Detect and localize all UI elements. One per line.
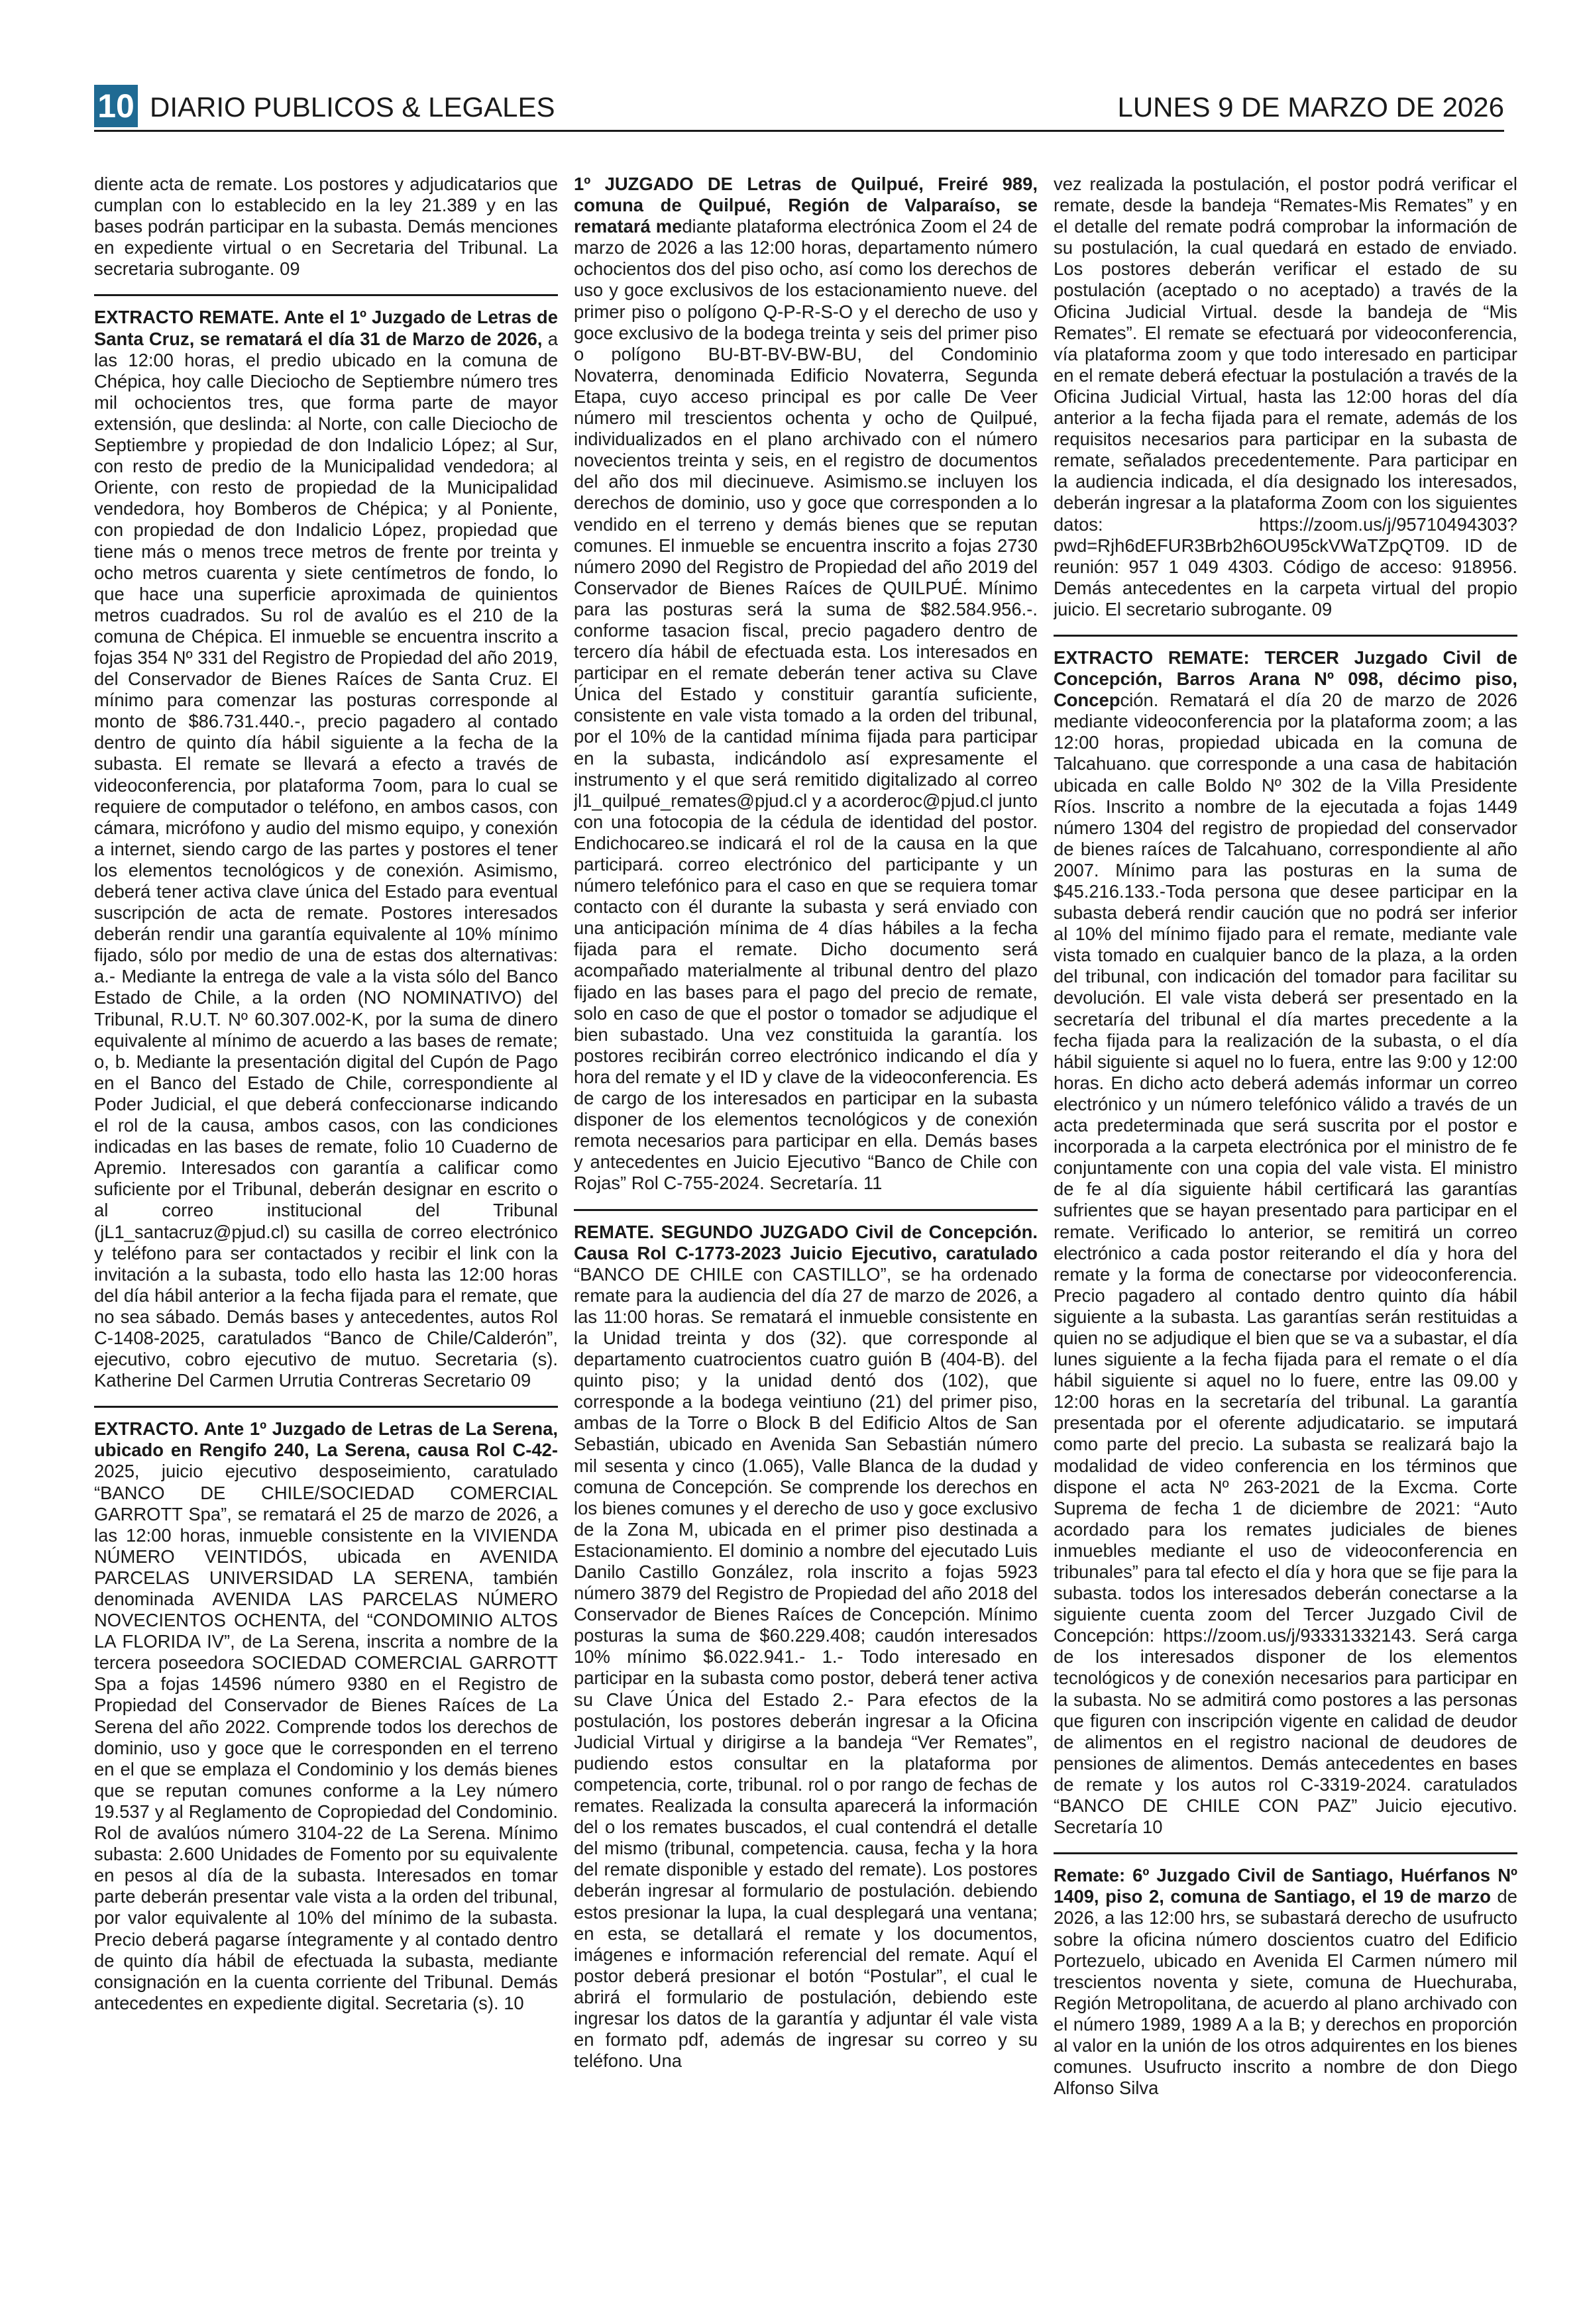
notice-separator (94, 294, 558, 296)
notice-body: “BANCO DE CHILE con CASTILLO”, se ha ordenado remate para la audiencia del día 27 de marzo de 2026, a las 11:00 horas. Se rematará el inmueble consistente en la Unidad treinta y dos (32). que corresponde al departamento cuatrocientos cuatro guión B (404-B). del quinto piso; y la unidad dentó dos (102), que corresponde a la bodega veintiuno (21) del primer piso, ambas de la Torre o Block B del Edificio Altos de San Sebastián, ubicado en Avenida San Sebastián número mil sesenta y cinco (1.065), Valle Blanca de la dudad y comuna de Concepción. Se comprende los derechos en los bienes comunes y el derecho de uso y goce exclusivo de la Zona M, ubicada en el primer piso destinada a Estacionamiento. El dominio a nombre del ejecutado Luis Danilo Castillo González, rola inscrito a fojas 5923 número 3879 del Registro de Propiedad del año 2018 del Conservador de Bienes Raíces de Concepción. Mínimo posturas la suma de $60.229.408; caudón interesados 10% mínimo $6.022.941.- 1.- Todo interesado en participar en la subasta como postor, deberá tener activa su Clave Única del Estado 2.- Para efectos de la postulación, los postores deberán ingresar a la Oficina Judicial Virtual y dirigirse a la bandeja “Ver Remates”, pudiendo estos consultar en la plataforma por competencia, corte, tribunal. rol o por rango de fechas de remates. Realizada la consulta aparecerá la información del o los remates buscados, el cual contendrá el detalle del mismo (tribunal, competencia. causa, fecha y la hora del remate disponible y estado del remate). Los postores deberán ingresar al formulario de postulación. debiendo estos presionar la lupa, la cual desplegará una ventana; en esta, se detallará el remate y los documentos, imágenes e información referencial del remate. Aquí el postor deberá presionar el botón “Postular”, el cual le abrirá el formulario de postulación, debiendo este ingresar los datos de la garantía y adjuntar él vale vista en formato pdf, además de ingresar su correo y su teléfono. Una (574, 1263, 1038, 2072)
notice-body: diante plataforma electrónica Zoom el 24 de marzo de 2026 a las 12:00 horas, departamento número ochocientos dos del piso ocho, así como los derechos de uso y goce exclusivos de los estacionamiento nueve. del primer piso o polígono Q-P-R-S-O y el derecho de uso y goce exclusivo de la bodega treinta y seis del primer piso o polígono BU-BT-BV-BW-BU, del Condominio Novaterra, denominada Edificio Novaterra, Segunda Etapa, cuyo acceso principal es por calle De Veer número mil trescientos ochenta y ocho de Quilpué, individualizados en el plano archivado con el número novecientos treinta y seis, en el registro de documentos del año dos mil diecinueve. Asimismo.se incluyen los derechos de dominio, uso y goce que corresponden a lo vendido en el terreno y demás bienes que se reputan comunes. El inmueble se encuentra inscrito a fojas 2730 número 2090 del Registro de Propiedad del año 2019 del Conservador de Bienes Raíces de QUILPUÉ. Mínimo para las posturas será la suma de $82.584.956.-. conforme tasacion fiscal, precio pagadero dentro de tercero día hábil de efectuada esta. Los interesados en participar en el remate deberán tener activa su Clave Única del Estado y constituir garantía suficiente, consistente en vale vista tomado a la orden del tribunal, por el 10% de la cantidad mínima fijada para participar en la subasta, indicándolo así expresamente el instrumento y el que será remitido digitalizado al correo jl1_quilpué_remates@pjud.cl y a acorderoc@pjud.cl junto con una fotocopia de la cédula de identidad del postor. Endichocareo.se indicará el rol de la causa en la que participará. correo electrónico del participante y un número telefónico para el caso en que se requiera tomar contacto con él durante la subasta y será enviado con una anticipación mínima de 4 días hábiles a la fecha fijada para el remate. Dicho documento será acompañado materialmente al tribunal dentro del plazo fijado en las bases para el pago del precio de remate, solo en caso de que el postor o tomador se adjudique el bien subastado. Una vez constituida la garantía. los postores recibirán correo electrónico indicando el día y hora del remate y el ID y clave de la videoconferencia. Es de cargo de los interesados en participar en la subasta disponer de los elementos tecnológicos y de conexión remota necesarios para participar en ella. Demás bases y antecedentes en Juicio Ejecutivo “Banco de Chile con Rojas” Rol C-755-2024. Secretaría. 11 (574, 216, 1038, 1194)
notice-separator (1054, 1852, 1517, 1854)
notice (1054, 1865, 1517, 2099)
notice-heading: EXTRACTO REMATE: TERCER Juzgado Civil de Concepción, Barros Arana Nº 098, décimo piso, Concep (1054, 647, 1517, 711)
notice-body: vez realizada la postulación, el postor podrá verificar el remate, desde la bandeja “Remates-Mis Remates” y en el detalle del remate podrá comprobar la información de su postulación, la cual quedará en estado de enviado. Los postores deberán verificar el estado de su postulación (aceptado o no aceptado) a través de la Oficina Judicial Virtual. desde la bandeja de “Mis Remates”. El remate se efectuará por videoconferencia, vía plataforma zoom y que todo interesado en participar en el remate deberá efectuar la postulación a través de la Oficina Judicial Virtual, hasta las 12:00 horas del día anterior a la fecha fijada para el remate, además de los requisitos necesarios para participar en la subasta de remate, señalados precedentemente. Para participar en la audiencia indicada, el día designado los interesados, deberán ingresar a la plataforma Zoom con los siguientes datos: https://zoom.us/j/95710494303?pwd=Rjh6dEFUR3Brb2h6OU95ckVWaTZpQT09. ID de reunión: 957 1 049 4303. Código de acceso: 918956. Demás antecedentes en la carpeta virtual del propio juicio. El secretario subrogante. 09 (1054, 174, 1517, 619)
notice-body: de 2026, a las 12:00 hrs, se subastará derecho de usufructo sobre la oficina número doscientos cuatro del Edificio Portezuelo, ubicado en Avenida El Carmen número mil trescientos noventa y siete, comuna de Huechuraba, Región Metropolitana, de acuerdo al plano archivado con el número 1989, 1989 A a la B; y derechos en proporción al valor en la unión de los otros adquirentes en los bienes comunes. Usufructo inscrito a nombre de don Diego Alfonso Silva (1054, 1886, 1517, 2099)
notice-body: a las 12:00 horas, el predio ubicado en la comuna de Chépica, hoy calle Dieciocho de Septiembre número tres mil ochocientos tres, que forma parte de mayor extensión, que deslinda: al Norte, con calle Dieciocho de Septiembre y propiedad de don Indalicio López; al Sur, con resto de predio de la Municipalidad vendedora; al Oriente, con resto de propiedad de la Municipalidad vendedora, hoy Bomberos de Chépica; y al Poniente, con propiedad de don Indalicio López, propiedad que tiene más o menos trece metros de frente por treinta y ocho metros cuarenta y siete centímetros de fondo, lo que hace una superficie aproximada de quinientos metros cuadrados. Su rol de avalúo es el 210 de la comuna de Chépica. El inmueble se encuentra inscrito a fojas 354 Nº 331 del Registro de Propiedad del año 2019, del Conservador de Bienes Raíces de Santa Cruz. El mínimo para comenzar las posturas corresponde al monto de $86.731.440.-, precio pagadero al contado dentro de quinto día hábil siguiente a la fecha de la subasta. El remate se llevará a efecto a través de videoconferencia, por plataforma 7oom, para lo cual se requiere de computador o teléfono, en ambos casos, con cámara, micrófono y audio del mismo equipo, y conexión a internet, siendo cargo de las partes y postores el tener los elementos tecnológicos y de conexión. Asimismo, deberá tener activa clave única del Estado para eventual suscripción de acta de remate. Postores interesados deberán rendir una garantía equivalente al 10% mínimo fijado, sólo por medio de una de estas dos alternativas: a.- Mediante la entrega de vale a la vista sólo del Banco Estado de Chile, a la orden (NO NOMINATIVO) del Tribunal, R.U.T. Nº 60.307.002-K, por la suma de dinero equivalente al mínimo de acuerdo a las bases de remate; o, b. Mediante la presentación digital del Cupón de Pago en el Banco del Estado de Chile, correspondiente al Poder Judicial, el que deberá confeccionarse indicando el rol de la causa, ambos casos, con las condiciones indicadas en las bases de remate, folio 10 Cuaderno de Apremio. Interesados con garantía a calificar como suficiente por el Tribunal, deberán designar en escrito o al correo institucional del Tribunal (jL1_santacruz@pjud.cl) su casilla de correo electrónico y teléfono para ser contactados y recibir el link con la invitación a la subasta, todo ello hasta las 12:00 horas del día hábil anterior a la fecha fijada para el remate, que no sea sábado. Demás bases y antecedentes, autos Rol C-1408-2025, caratulados “Banco de Chile/Calderón”, ejecutivo, cobro ejecutivo de mutuo. Secretaria (s). Katherine Del Carmen Urrutia Contreras Secretario 09 (94, 328, 558, 1391)
issue-date: LUNES 9 DE MARZO DE 2026 (1117, 91, 1504, 123)
publication-name: DIARIO PUBLICOS & LEGALES (150, 91, 555, 123)
notice-separator (574, 1209, 1038, 1211)
column-3 (1054, 174, 1517, 2294)
notice-body: ción. Rematará el día 20 de marzo de 2026 mediante videoconferencia por la plataforma zoom; a las 12:00 horas, propiedad ubicada en la comuna de Talcahuano. que corresponde a una casa de habitación ubicada en calle Boldo Nº 302 de la Villa Presidente Ríos. Inscrito a nombre de la ejecutada a fojas 1449 número 1304 del registro de propiedad del conservador de bienes raíces de Talcahuano, correspondiente al año 2007. Mínimo para las posturas en la suma de $45.216.133.-Toda persona que desee participar en la subasta deberá rendir caución que no podrá ser inferior al 10% del mínimo fijado para el remate, mediante vale vista tomado en cualquier banco de la plaza, a la orden del tribunal, con indicación del tomador para facilitar su devolución. El vale vista deberá ser presentado en la secretaría del tribunal el día martes precedente a la fecha fijada para la realización de la subasta, o el día hábil siguiente si aquel no lo fuera, entre las 9:00 y 12:00 horas. En dicho acto deberá además informar un correo electrónico y un número telefónico válido a través de un acta predeterminada que será suscrita por el postor e incorporada a la carpeta electrónica por el ministro de fe conjuntamente con una copia del vale vista. El ministro de fe al día siguiente hábil certificará las garantías sufrientes que se hayan presentado para participar en el remate. Verificado lo anterior, se remitirá un correo electrónico a cada postor reiterando el día y hora del remate y la forma de conectarse por videoconferencia. Precio pagadero al contado dentro quinto día hábil siguiente a la subasta. Las garantías serán restituidas a quien no se adjudique el bien que se va a subastar, el día lunes siguiente a la fecha fijada para el remate o el día hábil siguiente si aquel no lo fuere, entre las 09.00 y 12:00 horas en la secretaría del tribunal. La garantía presentada por el oferente adjudicatario. se imputará como parte del precio. La subasta se realizará bajo la modalidad de video conferencia en los términos que dispone el acta Nº 263-2021 de la Excma. Corte Suprema de fecha 1 de diciembre de 2021: “Auto acordado para los remates judiciales de bienes inmuebles mediante el uso de videoconferencia en tribunales” para tal efecto el día y hora que se fije para la subasta. todos los interesados deberán conectarse a la siguiente cuenta zoom del Tercer Juzgado Civil de Concepción: https://zoom.us/j/93331332143. Será carga de los interesados disponer de los elementos tecnológicos y de conexión necesarios para participar en la subasta. No se admitirá como postores a las personas que figuren con inscripción vigente en calidad de deudor de alimentos en el registro nacional de deudores de pensiones de alimentos. Demás antecedentes en bases de remate y los autos rol C-3319-2024. caratulados “BANCO DE CHILE CON PAZ” Juicio ejecutivo. Secretaría 10 (1054, 690, 1517, 1838)
notice-heading: EXTRACTO. Ante 1º Juzgado de Letras de La Serena, ubicado en Rengifo 240, La Serena, causa Rol C-42- (94, 1418, 558, 1461)
column-2 (574, 174, 1038, 2294)
notice (94, 174, 558, 280)
notice-body: diente acta de remate. Los postores y adjudicatarios que cumplan con lo establecido en la ley 21.389 y en las bases podrán participar en la subasta. Demás menciones en expediente virtual o en Secretaria del Tribunal. La secretaria subrogante. 09 (94, 174, 558, 280)
page-header (94, 85, 1504, 127)
notice-separator (94, 1406, 558, 1408)
notice-heading: 1º JUZGADO DE Letras de Quilpué, Freiré 989, comuna de Quilpué, Región de Valparaíso, se rematará me (574, 174, 1038, 237)
notice (1054, 174, 1517, 620)
header-rule (94, 130, 1504, 132)
notice-heading: Remate: 6º Juzgado Civil de Santiago, Huérfanos Nº 1409, piso 2, comuna de Santiago, el 19 de marzo (1054, 1865, 1517, 1907)
page-number: 10 (94, 85, 138, 127)
notice-heading: EXTRACTO REMATE. Ante el 1º Juzgado de Letras de Santa Cruz, se rematará el día 31 de Marzo de 2026, (94, 307, 558, 349)
notice (1054, 647, 1517, 1838)
notice-separator (1054, 635, 1517, 637)
notice (574, 1222, 1038, 2072)
notice-body: 2025, juicio ejecutivo desposeimiento, caratulado “BANCO DE CHILE/SOCIEDAD COMERCIAL GARROTT Spa”, se rematará el 25 de marzo de 2026, a las 12:00 horas, inmueble consistente en la VIVIENDA NÚMERO VEINTIDÓS, ubicada en AVENIDA PARCELAS UNIVERSIDAD LA SERENA, también denominada AVENIDA LAS PARCELAS NÚMERO NOVECIENTOS OCHENTA, del “CONDOMINIO ALTOS LA FLORIDA IV”, de La Serena, inscrita a nombre de la tercera poseedora SOCIEDAD COMERCIAL GARROTT Spa a fojas 14596 número 9380 en el Registro de Propiedad del Conservador de Bienes Raíces de La Serena del año 2022. Comprende todos los derechos de dominio, uso y goce que le corresponden en el terreno en el que se emplaza el Condominio y los demás bienes que se reputan comunes conforme a la Ley número 19.537 y al Reglamento de Copropiedad del Condominio. Rol de avalúos número 3104-22 de La Serena. Mínimo subasta: 2.600 Unidades de Fomento por su equivalente en pesos al día de la subasta. Interesados en tomar parte deberán presentar vale vista a la orden del tribunal, por valor equivalente al 10% del mínimo de la subasta. Precio deberá pagarse íntegramente y al contado dentro de quinto día hábil de efectuada la subasta, mediante consignación en la cuenta corriente del Tribunal. Demás antecedentes en expediente digital. Secretaria (s). 10 (94, 1461, 558, 2013)
notice-heading: REMATE. SEGUNDO JUZGADO Civil de Concepción. Causa Rol C-1773-2023 Juicio Ejecutivo, caratulado (574, 1221, 1038, 1263)
notice (574, 174, 1038, 1194)
column-1 (94, 174, 558, 2294)
notice (94, 307, 558, 1391)
notice (94, 1418, 558, 2014)
